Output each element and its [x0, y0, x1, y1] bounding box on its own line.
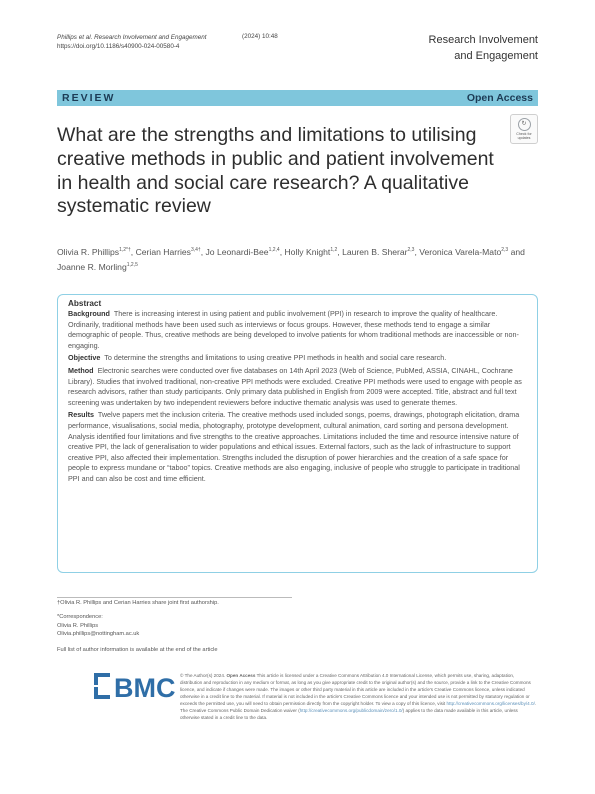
author[interactable]: Olivia R. Phillips$^{1,2*\dagger}$	[57, 246, 131, 257]
author[interactable]: Cerian Harries$^{3,4\dagger}$	[135, 246, 201, 257]
svg-text:BMC: BMC	[114, 673, 176, 703]
correspondence-name: Olivia R. Phillips	[57, 622, 99, 629]
cc-by-link[interactable]: http://creativecommons.org/licenses/by/4.0/	[446, 701, 535, 706]
author[interactable]: Joanne R. Morling$^{1,2,5}$	[57, 262, 138, 273]
abstract-results: Results Twelve papers met the inclusion criteria. The creative methods used included songs, poems, drawings, photograph elicitation, drama performance, visualisations, social media, photography, prototype development, cultural animation, card sorting and persona development. Analysis identified four limitations and five strengths to the creative approaches. Limitations included the time and resource intensive nature of creative PPI, the lack of generalisation to wider populations and ethical issues. External factors, such as the lack of infrastructure to support creative PPI, also affected their implementation. Strengths included the disruption of power hierarchies and the creation of a safe space for people to express mundane or “taboo” topics. Creative methods are also engaging, inclusive of people who struggle to participate in traditional PPI and can also be cost and time efficient.	[68, 410, 520, 483]
article-type-label: REVIEW	[62, 92, 116, 104]
abstract-heading: Abstract	[68, 299, 102, 308]
journal-name-line1: Research Involvement	[428, 34, 538, 46]
article-title: What are the strengths and limitations to utilising creative methods in public and patient involvement in health and social care research? A qualitative systematic review	[57, 124, 494, 218]
bmc-logo-icon	[92, 670, 176, 703]
journal-name-line2: and Engagement	[454, 50, 538, 62]
author[interactable]: Jo Leonardi-Bee$^{1,2,4}$	[205, 246, 280, 257]
abstract-method: Method Electronic searches were conducted over five databases on 14th April 2023 (Web of Science, PubMed, ASSIA, CINAHL, Cochrane Library). Studies that involved traditional, non-creative PPI methods were excluded. Creative PPI methods were used to engage with people as research advisors, rather than study participants. Only primary data published in English from 2009 were accepted. Title, abstract and full text screening was undertaken by two independent reviewers before inductive thematic analysis was used to generate themes.	[68, 365, 522, 407]
doi-link[interactable]: https://doi.org/10.1186/s40900-024-00580-4	[57, 43, 180, 50]
correspondence	[57, 613, 139, 639]
bmc-logo	[92, 670, 176, 707]
refresh-icon: ↻	[518, 118, 531, 131]
cc0-link[interactable]: http://creativecommons.org/publicdomain/zero/1.0/	[299, 708, 403, 713]
abstract-background: Background There is increasing interest in using patient and public involvement (PPI) in research to improve the quality of healthcare. Ordinarily, traditional methods have been used such as interviews or focus groups. However, these methods tend to engage a similar demographic of people. Thus, creative methods are being developed to involve patients for whom traditional methods are inaccessible or non-engaging.	[68, 309, 519, 350]
open-access-label: Open Access	[466, 92, 533, 104]
author[interactable]: Lauren B. Sherar$^{2,3}$	[342, 246, 415, 257]
author-list: Olivia R. Phillips$^{1,2*\dagger}$, Cerian Harries$^{3,4\dagger}$, Jo Leonardi-Bee$^{1,2,4}$, Holly Knight$^{1,2}$, Lauren B. Sherar$^{2,3}$, Veronica Varela-Mato$^{2,3}$ and Joanne R. Morling$^{1,2,5}$	[57, 246, 525, 273]
article-type-band	[57, 90, 538, 106]
abstract-box	[57, 294, 538, 573]
license-statement: © The Author(s) 2024. Open Access This article is licensed under a Creative Commons Attribution 4.0 International License, which permits use, sharing, adaptation, distribution and reproduction in any medium or format, as long as you give appropriate credit to the original author(s) and the source, provide a link to the Creative Commons licence, and indicate if changes were made. The images or other third party material in this article are included in the article's Creative Commons licence, unless indicated otherwise in a credit line to the material. If material is not included in the article's Creative Commons licence and your intended use is not permitted by statutory regulation or exceeds the permitted use, you will need to obtain permission directly from the copyright holder. To view a copy of this licence, visit http://creativecommons.org/licenses/by/4.0/. The Creative Commons Public Domain Dedication waiver (http://creativecommons.org/publicdomain/zero/1.0/) applies to the data made available in this article, unless otherwise stated in a credit line to the data.	[180, 673, 537, 720]
footnote-divider	[57, 597, 292, 598]
citation-journal: Phillips et al. Research Involvement and Engagement	[57, 34, 207, 41]
author[interactable]: Holly Knight$^{1,2}$	[284, 246, 338, 257]
correspondence-label: *Correspondence:	[57, 614, 103, 620]
check-for-updates-badge[interactable]	[510, 114, 538, 144]
author[interactable]: Veronica Varela-Mato$^{2,3}$	[419, 246, 509, 257]
journal-name	[429, 32, 538, 64]
article-citation	[57, 33, 206, 51]
badge-line1: Check for	[516, 132, 532, 136]
joint-authorship-note: †Olivia R. Phillips and Cerian Harries share joint first authorship.	[57, 600, 219, 606]
citation-year: (2024) 10:48	[242, 33, 278, 40]
abstract-objective: Objective To determine the strengths and limitations to using creative PPI methods in health and social care research.	[68, 353, 447, 363]
correspondence-email[interactable]: Olivia.phillips@nottingham.ac.uk	[57, 631, 140, 638]
badge-line2: updates	[517, 136, 531, 140]
author-info-note: Full list of author information is available at the end of the article	[57, 647, 218, 653]
